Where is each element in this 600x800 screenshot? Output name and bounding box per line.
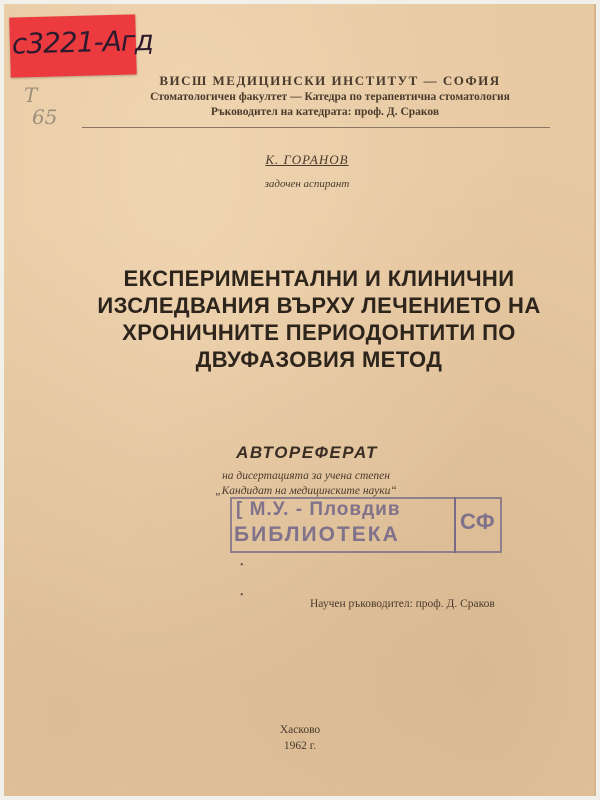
library-label xyxy=(9,14,154,77)
library-label-code: с3221-Агд xyxy=(11,23,154,61)
department-head: Ръководител на катедрата: проф. Д. Сраков xyxy=(210,106,440,118)
scientific-supervisor: Научен ръководител: проф. Д. Сраков xyxy=(310,598,495,610)
author-name: К. ГОРАНОВ xyxy=(265,152,349,167)
print-mark: • xyxy=(240,560,244,571)
title-line: ЕКСПЕРИМЕНТАЛНИ И КЛИНИЧНИ xyxy=(123,266,515,291)
title-line: ИЗСЛЕДВАНИЯ ВЪРХУ ЛЕЧЕНИЕТО НА xyxy=(97,293,541,318)
institution-name: ВИСШ МЕДИЦИНСКИ ИНСТИТУТ — СОФИЯ xyxy=(159,73,501,88)
library-stamp xyxy=(228,495,500,555)
faculty-name: Стоматологичен факултет — Катедра по терапевтична стоматология xyxy=(150,91,510,103)
document-title xyxy=(84,265,554,373)
print-mark: • xyxy=(240,590,244,601)
pencil-annotation-line2: 65 xyxy=(32,105,58,129)
title-line: ХРОНИЧНИТЕ ПЕРИОДОНТИТИ ПО xyxy=(122,320,516,345)
header-divider xyxy=(82,127,550,128)
stamp-line-1: [ М.У. - Пловдив xyxy=(236,499,401,520)
imprint-year: 1962 г. xyxy=(283,740,317,752)
stamp-line-2: БИБЛИОТЕКА xyxy=(234,523,400,546)
title-line: ДВУФАЗОВИЯ МЕТОД xyxy=(195,347,443,372)
dissertation-line-2: „Кандидат на медицинските науки“ xyxy=(215,485,397,497)
abstract-label: АВТОРЕФЕРАТ xyxy=(236,443,378,462)
pencil-annotation-line1: Т xyxy=(24,83,38,107)
dissertation-line-1: на дисертацията за учена степен xyxy=(222,470,390,482)
imprint-city: Хасково xyxy=(279,724,321,736)
paper-sheet xyxy=(4,4,596,796)
stamp-code: СФ xyxy=(460,509,495,534)
author-status: задочен аспирант xyxy=(264,178,350,190)
